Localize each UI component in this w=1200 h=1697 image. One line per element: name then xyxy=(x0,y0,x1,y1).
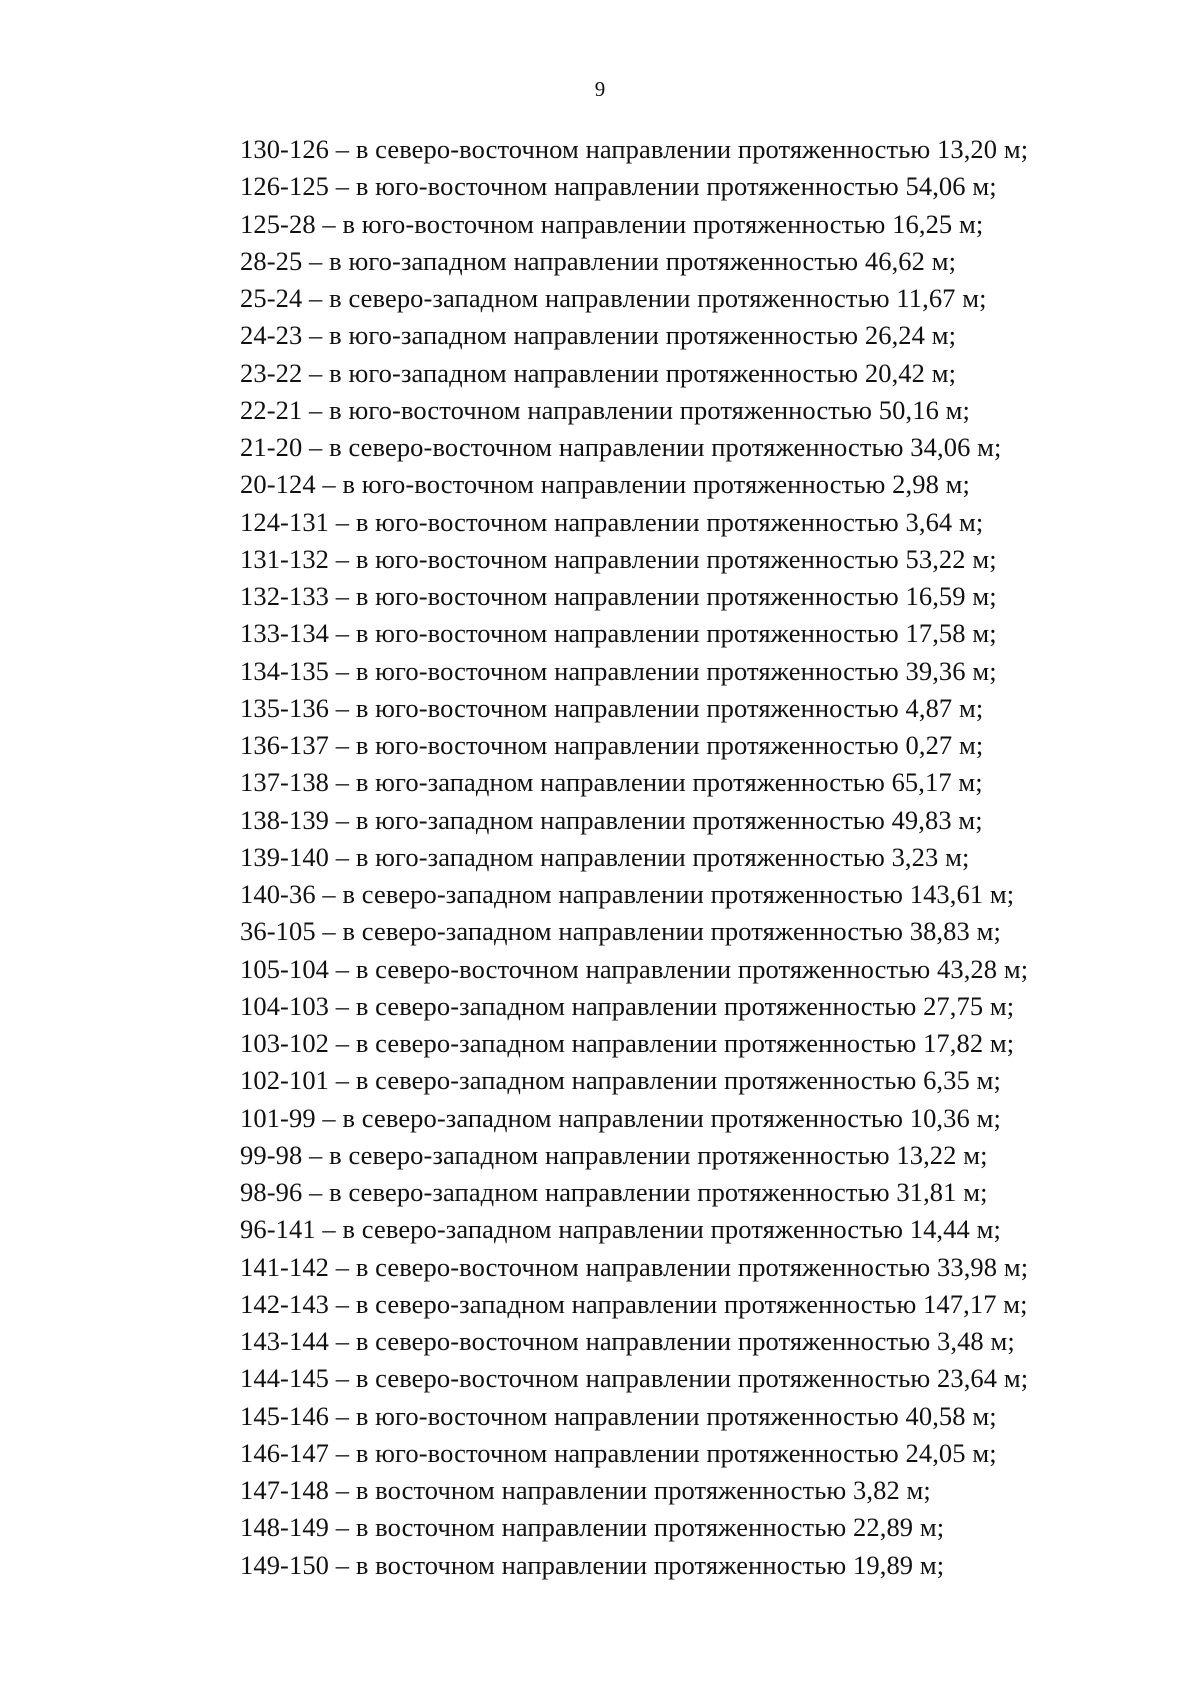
boundary-segment-line: 98-96 – в северо-западном направлении протяженностью 31,81 м; xyxy=(240,1177,988,1207)
boundary-segment-line: 36-105 – в северо-западном направлении протяженностью 38,83 м; xyxy=(240,916,1001,947)
boundary-segment-line: 143-144 – в северо-восточном направлении протяженностью 3,48 м; xyxy=(240,1326,1015,1356)
boundary-segment-line: 131-132 – в юго-восточном направлении протяженностью 53,22 м; xyxy=(240,543,997,574)
boundary-segment-line: 102-101 – в северо-западном направлении протяженностью 6,35 м; xyxy=(240,1065,1001,1096)
boundary-segment-line: 142-143 – в северо-западном направлении протяженностью 147,17 м; xyxy=(240,1288,1028,1319)
boundary-segment-line: 99-98 – в северо-западном направлении протяженностью 13,22 м; xyxy=(240,1139,988,1170)
boundary-segment-line: 148-149 – в восточном направлении протяженностью 22,89 м; xyxy=(240,1512,945,1543)
boundary-segment-line: 149-150 – в восточном направлении протяженностью 19,89 м; xyxy=(240,1549,945,1580)
boundary-segment-line: 134-135 – в юго-восточном направлении протяженностью 39,36 м; xyxy=(240,655,997,686)
boundary-segment-line: 21-20 – в северо-восточном направлении протяженностью 34,06 м; xyxy=(240,432,1002,462)
boundary-description-list xyxy=(240,131,1140,1584)
boundary-segment-line: 130-126 – в северо-восточном направлении протяженностью 13,20 м; xyxy=(240,134,1029,164)
boundary-segment-line: 23-22 – в юго-западном направлении протяженностью 20,42 м; xyxy=(240,357,957,388)
boundary-segment-line: 138-139 – в юго-западном направлении протяженностью 49,83 м; xyxy=(240,804,983,835)
page-number: 9 xyxy=(594,77,606,101)
boundary-segment-line: 147-148 – в восточном направлении протяженностью 3,82 м; xyxy=(240,1475,931,1505)
boundary-segment-line: 145-146 – в юго-восточном направлении протяженностью 40,58 м; xyxy=(240,1400,997,1431)
boundary-segment-line: 140-36 – в северо-западном направлении протяженностью 143,61 м; xyxy=(240,879,1015,909)
boundary-segment-line: 101-99 – в северо-западном направлении протяженностью 10,36 м; xyxy=(240,1102,1001,1133)
boundary-segment-line: 28-25 – в юго-западном направлении протяженностью 46,62 м; xyxy=(240,245,957,276)
boundary-segment-line: 103-102 – в северо-западном направлении протяженностью 17,82 м; xyxy=(240,1028,1015,1058)
boundary-segment-line: 25-24 – в северо-западном направлении протяженностью 11,67 м; xyxy=(240,283,987,313)
boundary-segment-line: 24-23 – в юго-западном направлении протяженностью 26,24 м; xyxy=(240,320,957,351)
boundary-segment-line: 125-28 – в юго-восточном направлении протяженностью 16,25 м; xyxy=(240,208,984,239)
boundary-segment-line: 144-145 – в северо-восточном направлении протяженностью 23,64 м; xyxy=(240,1363,1029,1394)
boundary-segment-line: 135-136 – в юго-восточном направлении протяженностью 4,87 м; xyxy=(240,692,984,723)
boundary-segment-line: 126-125 – в юго-восточном направлении протяженностью 54,06 м; xyxy=(240,171,997,202)
boundary-segment-line: 96-141 – в северо-западном направлении протяженностью 14,44 м; xyxy=(240,1214,1001,1245)
boundary-segment-line: 146-147 – в юго-восточном направлении протяженностью 24,05 м; xyxy=(240,1437,997,1468)
boundary-segment-line: 139-140 – в юго-западном направлении протяженностью 3,23 м; xyxy=(240,841,970,872)
boundary-segment-line: 133-134 – в юго-восточном направлении протяженностью 17,58 м; xyxy=(240,618,997,649)
boundary-segment-line: 132-133 – в юго-восточном направлении протяженностью 16,59 м; xyxy=(240,581,997,611)
boundary-segment-line: 124-131 – в юго-восточном направлении протяженностью 3,64 м; xyxy=(240,506,984,537)
boundary-segment-line: 141-142 – в северо-восточном направлении протяженностью 33,98 м; xyxy=(240,1251,1029,1282)
boundary-segment-line: 137-138 – в юго-западном направлении протяженностью 65,17 м; xyxy=(240,767,983,798)
boundary-segment-line: 20-124 – в юго-восточном направлении протяженностью 2,98 м; xyxy=(240,469,970,500)
boundary-segment-line: 105-104 – в северо-восточном направлении протяженностью 43,28 м; xyxy=(240,953,1029,984)
boundary-segment-line: 104-103 – в северо-западном направлении протяженностью 27,75 м; xyxy=(240,990,1015,1021)
boundary-segment-line: 136-137 – в юго-восточном направлении протяженностью 0,27 м; xyxy=(240,730,984,760)
boundary-segment-line: 22-21 – в юго-восточном направлении протяженностью 50,16 м; xyxy=(240,394,970,425)
